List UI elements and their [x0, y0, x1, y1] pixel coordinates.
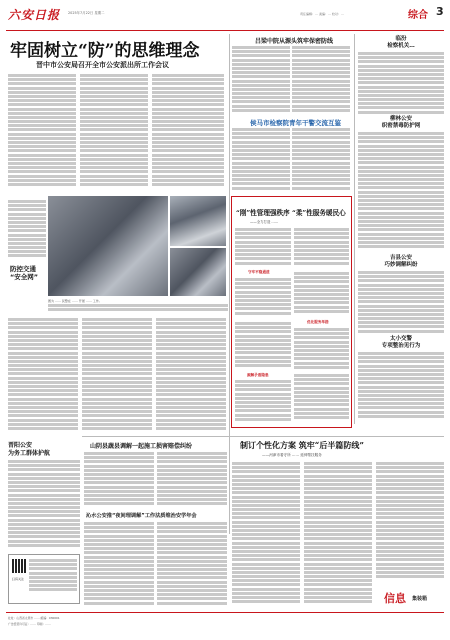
editors-line: 责任编辑：… 美编：… 校对：… — [300, 12, 344, 16]
bottom-right-title: 制订个性化方案 筑牢“后半篇防线” — [240, 440, 364, 450]
footer-line-1: 社址：山西省太原市 …… 邮编：030001 — [8, 616, 60, 620]
lead-subtitle: 晋中市公安局召开全市公安派出所工作会议 — [36, 60, 169, 69]
bottom-mid-body-b — [157, 452, 227, 508]
right-item3-title: 吉县公安 巧妙调解纠纷 — [384, 255, 418, 268]
bottom-right-body-c — [376, 462, 444, 582]
lead-body-col1 — [8, 74, 76, 192]
feature-title: “刚”性管理强秩序 “柔”性服务暖民心 — [236, 209, 346, 217]
footer-rule — [6, 612, 444, 613]
feature-body-e — [235, 322, 291, 370]
right-item4 — [358, 336, 444, 350]
lead-side-title — [10, 265, 46, 281]
lead-photo-caption: 图为 …… 民警在 …… 开展 …… 工作。 — [48, 299, 102, 303]
feature-subtitle: ——全力打造 …… — [250, 220, 279, 224]
lead-side-body — [8, 200, 46, 260]
mid-second-body-b — [292, 128, 350, 192]
bottom-mid-body-d — [157, 522, 227, 608]
info-tag-text: 信息 — [384, 592, 406, 605]
right-item2-body — [358, 132, 444, 252]
left-mid-body-a — [8, 318, 78, 434]
right-item1 — [358, 36, 444, 50]
feature-sub3: 源解矛盾隐患 — [247, 373, 269, 377]
feature-body-c — [235, 278, 291, 318]
left-bottom-body — [8, 460, 80, 550]
bottom-right-body-b — [304, 462, 372, 608]
left-mid-body-c — [156, 318, 226, 434]
right-item3 — [358, 255, 444, 269]
feature-body-a — [235, 228, 291, 268]
lead-body-col3 — [152, 74, 224, 192]
page-number: 3 — [436, 5, 444, 18]
info-tag — [378, 588, 444, 608]
column-divider-1 — [229, 34, 230, 534]
qr-label: 扫码关注 — [12, 577, 25, 581]
promo-lines — [29, 559, 77, 599]
lead-photo-small-1 — [170, 196, 226, 246]
left-bottom-title-text: 晋阳公安 为务工群体护航 — [8, 442, 51, 457]
qr-code-icon — [12, 559, 26, 573]
masthead — [6, 4, 444, 30]
right-item2-title: 柳林公安 织密禁毒防护网 — [381, 116, 421, 129]
lead-title: 牢固树立“防”的思维理念 — [10, 41, 200, 61]
footer-line-2: 广告经营许可证：…… 印刷：…… — [8, 622, 51, 626]
feature-body-f — [294, 328, 349, 370]
right-item4-title: 太小交警 专项整治见行为 — [381, 336, 421, 349]
hr-bottom — [82, 436, 444, 437]
date-line: 2025年7月22日 星期二 — [68, 11, 105, 15]
bottom-right-subtitle: ——河津市看守所 …… 延伸帮扶服务 — [262, 453, 322, 457]
mid-top-body-a — [232, 46, 290, 114]
bottom-right-body-a — [232, 462, 300, 608]
bottom-mid-title: 山阴县蔬县调解一起施工损害赔偿纠纷 — [90, 443, 193, 450]
mid-second-body-a — [232, 128, 290, 192]
right-item4-body — [358, 352, 444, 422]
column-divider-2 — [354, 34, 355, 424]
bottom-mid-body-c — [84, 522, 154, 608]
left-mid-body-b — [82, 318, 152, 434]
mid-top-body-b — [292, 46, 350, 114]
feature-body-b — [294, 228, 349, 268]
feature-sub1: 守牢平稳通道 — [248, 270, 270, 274]
right-item2 — [358, 116, 444, 130]
lead-caption-lines — [48, 304, 228, 314]
promo-box — [8, 554, 80, 604]
newspaper-logo: 六安日报 — [8, 8, 61, 22]
feature-body-g — [235, 380, 291, 424]
mid-second-title: 侯马市检察院青年干警交流互鉴 — [250, 119, 341, 127]
right-item3-body — [358, 271, 444, 333]
info-tag-text-2: 集装箱 — [412, 596, 428, 602]
mid-top-title: 吕梁中院从源头筑牢保密防线 — [255, 38, 334, 45]
lead-photo-small-2 — [170, 248, 226, 296]
feature-body-d — [294, 272, 349, 318]
lead-photo-main — [48, 196, 168, 296]
right-item1-body — [358, 52, 444, 114]
lead-body-col2 — [80, 74, 148, 192]
bottom-mid-body-a — [84, 452, 154, 508]
left-bottom-title — [8, 442, 78, 457]
feature-sub2: 优化服务举措 — [307, 320, 329, 324]
side-title-text: 防控交通 “安全网” — [10, 265, 39, 281]
masthead-rule — [6, 30, 444, 31]
feature-body-h — [294, 374, 349, 424]
right-item1-title: 临汾 检察机关… — [387, 36, 415, 49]
bottom-mid-title2: 沁水公安推“夜间理调解”工作法质维治安学年会 — [86, 513, 197, 519]
section-title: 综合 — [408, 10, 428, 21]
